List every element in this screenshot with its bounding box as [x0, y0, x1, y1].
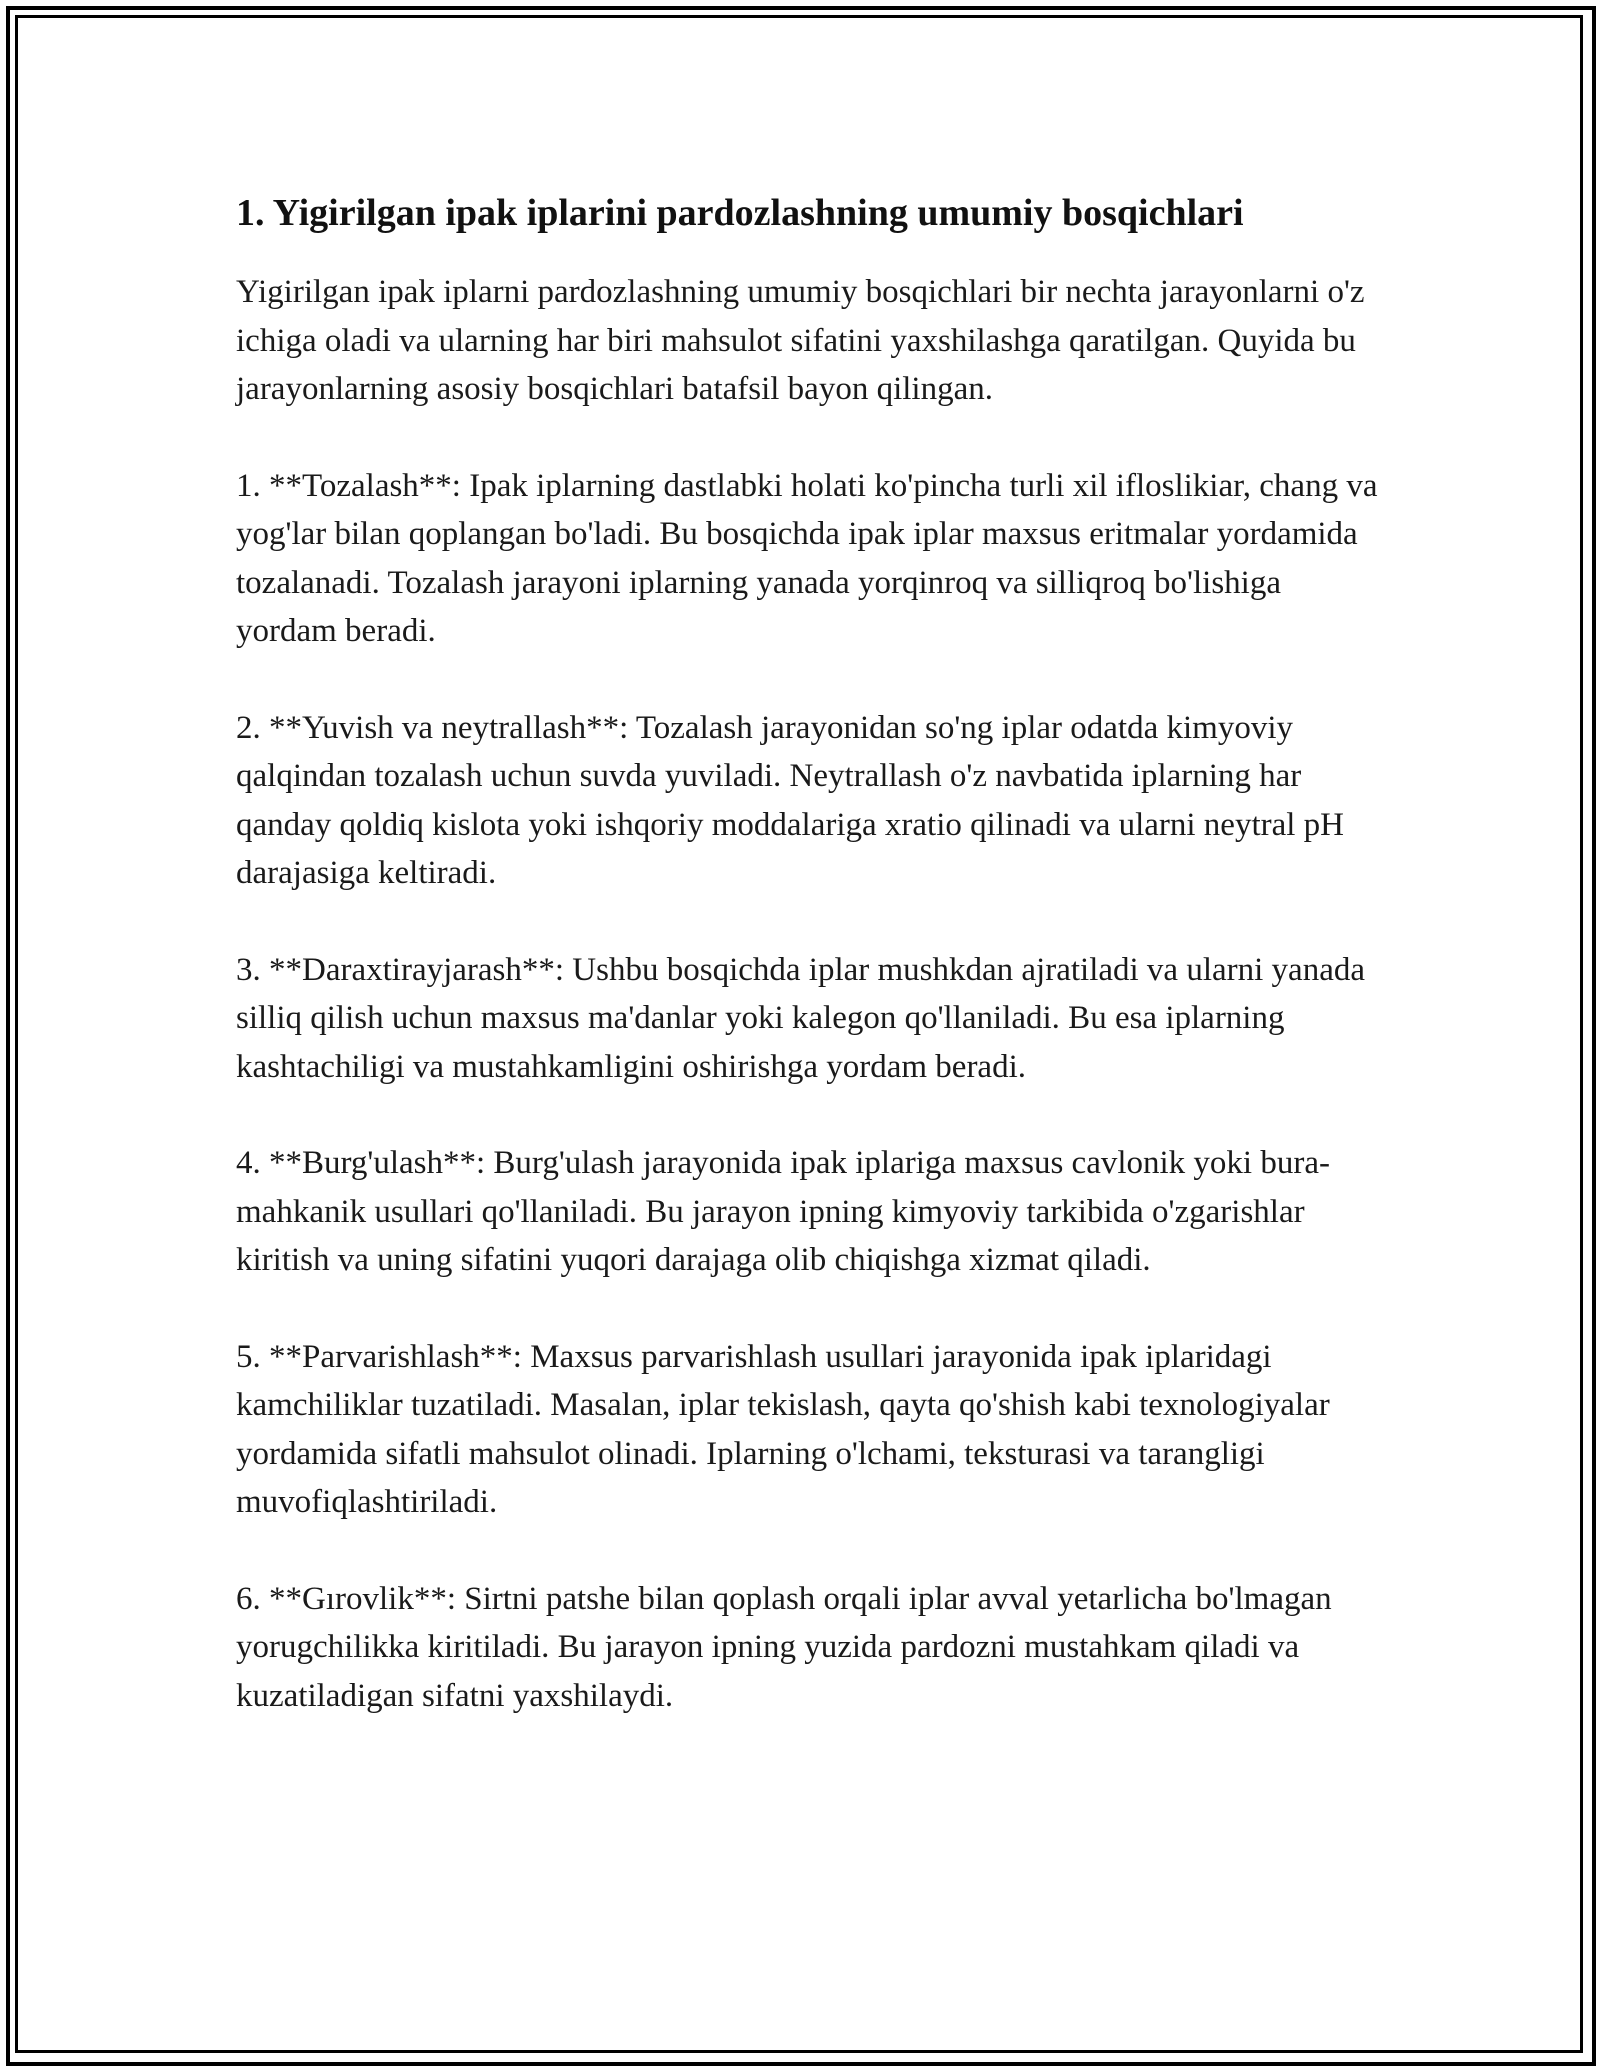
- step-5-paragraph: 5. **Parvarishlash**: Maxsus parvarishlash usullari jarayonida ipak iplaridagi kamchiliklar tuzatiladi. Masalan, iplar tekislash, qayta qo'shish kabi texnologiyalar yordamida sifatli mahsulot olinadi. Iplarning o'lchami, teksturasi va tarangligi muvofiqlashtiriladi.: [236, 1338, 1330, 1520]
- step-3-paragraph: 3. **Daraxtirayjarash**: Ushbu bosqichda iplar mushkdan ajratiladi va ularni yanada silliq qilish uchun maxsus ma'danlar yoki kalegon qo'llaniladi. Bu esa iplarning kashtachiligi va mustahkamligini oshirishga yordam beradi.: [236, 951, 1365, 1085]
- step-4-paragraph: 4. **Burg'ulash**: Burg'ulash jarayonida ipak iplariga maxsus cavlonik yoki bura-mahkanik usullari qo'llaniladi. Bu jarayon ipning kimyoviy tarkibida o'zgarishlar kiritish va uning sifatini yuqori darajaga olib chiqishga xizmat qiladi.: [236, 1145, 1330, 1278]
- intro-paragraph: Yigirilgan ipak iplarni pardozlashning umumiy bosqichlari bir nechta jarayonlarni o'z ichiga oladi va ularning har biri mahsulot sifatini yaxshilashga qaratilgan. Quyida bu jarayonlarning asosiy bosqichlari batafsil bayon qilingan.: [236, 274, 1365, 407]
- document-body: [236, 183, 1386, 1768]
- step-6-paragraph: 6. **Gırovlik**: Sirtni patshe bilan qoplash orqali iplar avval yetarlicha bo'lmagan yorugchilikka kiritiladi. Bu jarayon ipning yuzida pardozni mustahkam qiladi va kuzatiladigan sifatni yaxshilaydi.: [236, 1580, 1332, 1714]
- step-2-paragraph: 2. **Yuvish va neytrallash**: Tozalash jarayonidan so'ng iplar odatda kimyoviy qalqindan tozalash uchun suvda yuviladi. Neytrallash o'z navbatida iplarning har qanday qoldiq kislota yoki ishqoriy moddalariga xratio qilinadi va ularni neytral pH darajasiga keltiradi.: [236, 709, 1345, 891]
- step-1-paragraph: 1. **Tozalash**: Ipak iplarning dastlabki holati ko'pincha turli xil ifloslikiar, chang va yog'lar bilan qoplangan bo'ladi. Bu bosqichda ipak iplar maxsus eritmalar yordamida tozalanadi. Tozalash jarayoni iplarning yanada yorqinroq va silliqroq bo'lishiga yordam beradi.: [236, 467, 1378, 649]
- document-title: 1. Yigirilgan ipak iplarini pardozlashning umumiy bosqichlari: [236, 192, 1244, 234]
